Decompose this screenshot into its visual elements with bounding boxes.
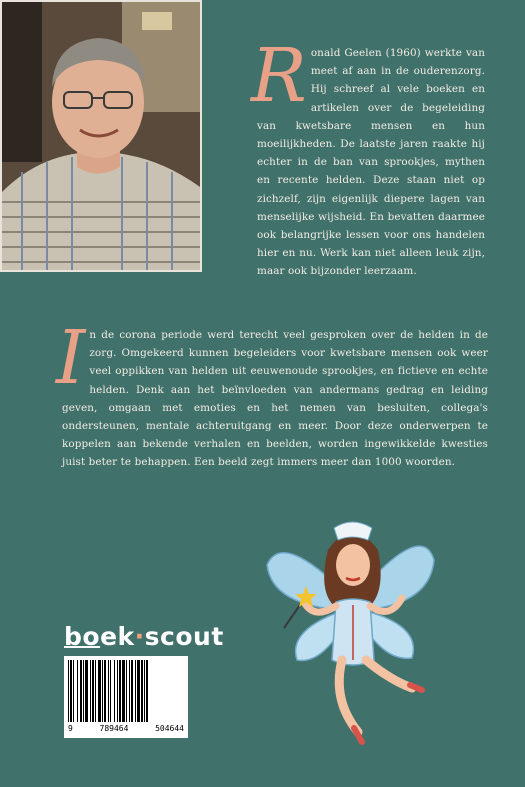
author-photo	[0, 0, 202, 272]
description-dropcap: I	[56, 315, 86, 401]
isbn-group1: 789464	[99, 724, 129, 733]
publisher-logo	[64, 622, 224, 651]
author-portrait-illustration	[2, 2, 200, 270]
publisher-logo-part3: scout	[144, 622, 224, 651]
barcode-bar	[146, 660, 148, 722]
book-description	[56, 315, 488, 472]
publisher-logo-dot: ·	[134, 622, 145, 651]
isbn-digits	[68, 724, 184, 733]
isbn-group2: 504644	[155, 724, 184, 733]
fairy-nurse-illustration	[262, 510, 442, 750]
isbn-digit-first: 9	[68, 724, 73, 733]
author-bio	[251, 33, 485, 281]
bio-dropcap: R	[251, 33, 307, 119]
isbn-barcode	[64, 656, 188, 738]
bio-text: onald Geelen (1960) werkte van meet af aan in de ouderenzorg. Hij schreef al vele boeken en artikelen over de begeleiding van kwetsbare mensen en hun moeilijkheden. De laatste jaren raakte hij echter in de ban van sprookjes, mythen en recente helden. Deze staan niet op zichzelf, zijn eigenlijk diepere lagen van menselijke wijsheid. En bevatten daarmee ook belangrijke lessen voor ons handelen hier en nu. Werk kan niet alleen leuk zijn, maar ook bijzonder leerzaam.	[257, 47, 485, 278]
description-text: n de corona periode werd terecht veel gesproken over de helden in de zorg. Omgekeerd kunnen begeleiders voor kwetsbare mensen ook weer veel oppikken van helden uit eeuwenoude sprookjes, en fictieve en echte helden. Denk aan het beïnvloeden van andermans gedrag en leiding geven, omgaan met emoties en het nemen van besluiten, collega's ondersteunen, mentale achteruitgang en meer. Door deze onderwerpen te koppelen aan bekende verhalen en beelden, worden ingewikkelde kwesties juist beter te behappen. Een beeld zegt immers meer dan 1000 woorden.	[62, 329, 488, 469]
publisher-logo-part2: ek	[100, 622, 135, 651]
barcode-bars	[68, 660, 184, 722]
publisher-logo-part1: bo	[64, 622, 101, 651]
